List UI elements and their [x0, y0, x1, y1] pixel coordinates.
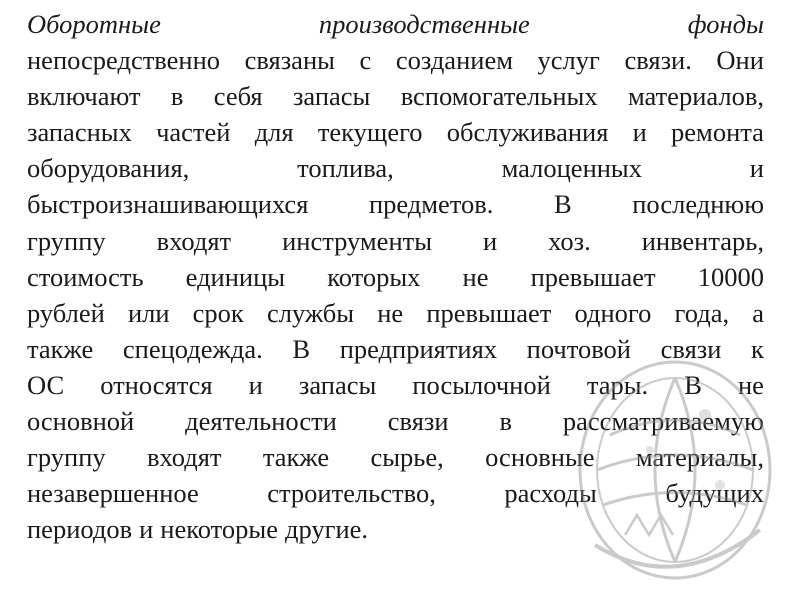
text-word: к — [751, 333, 764, 364]
text-word: службы — [266, 297, 355, 328]
text-word: будущих — [665, 478, 764, 509]
text-word: года, — [674, 297, 730, 328]
text-word: запасы — [298, 369, 377, 400]
text-word: связи. — [624, 45, 692, 76]
text-line — [27, 475, 764, 511]
text-word: топлива, — [297, 153, 394, 184]
text-word: рублей — [27, 297, 105, 328]
text-word: не — [377, 297, 404, 328]
text-word: а — [752, 297, 764, 328]
text-word: превышает — [426, 297, 552, 328]
text-word: непосредственно — [27, 45, 221, 76]
text-word: текущего — [317, 117, 423, 148]
body-paragraph — [27, 6, 764, 547]
text-word: услуг — [537, 45, 600, 76]
text-line — [27, 42, 764, 78]
text-line — [27, 6, 764, 42]
text-word: обслуживания — [446, 117, 609, 148]
text-line — [27, 78, 764, 114]
text-word: частей — [156, 117, 231, 148]
text-line — [27, 511, 764, 547]
text-word: оборудования, — [27, 153, 190, 184]
text-word: стоимость — [27, 261, 144, 292]
text-word: расходы — [504, 478, 597, 509]
text-word: входят — [147, 442, 222, 473]
text-word: ремонта — [671, 117, 764, 148]
text-word: группу — [27, 225, 106, 256]
text-word: сырье, — [370, 442, 444, 473]
text-word: основной — [27, 406, 135, 437]
text-word: посылочной — [412, 369, 551, 400]
text-word: последнюю — [632, 189, 764, 220]
text-word: себя — [213, 81, 263, 112]
text-word: Оборотные — [27, 9, 161, 39]
text-word: созданием — [395, 45, 513, 76]
text-word: почтовой — [526, 333, 631, 364]
text-line — [27, 367, 764, 403]
text-line — [27, 150, 764, 186]
text-line — [27, 439, 764, 475]
text-word: которых — [327, 261, 421, 292]
text-word: и — [749, 153, 764, 184]
text-word: производственные — [318, 9, 530, 39]
text-word: незавершенное — [27, 478, 199, 509]
text-word: и — [482, 225, 498, 256]
text-word: превышает — [530, 261, 656, 292]
text-word: Они — [716, 45, 764, 76]
text-word: включают — [27, 81, 141, 112]
text-word: не — [462, 261, 489, 292]
text-word: для — [254, 117, 294, 148]
text-word: не — [738, 369, 764, 400]
text-line — [27, 295, 764, 331]
text-line — [27, 403, 764, 439]
text-word: запасы — [292, 81, 371, 112]
text-word: фонды — [687, 9, 764, 39]
text-word: В — [292, 333, 311, 364]
text-word: предметов. — [368, 189, 494, 220]
text-word: и — [248, 369, 263, 400]
text-word: и — [632, 117, 647, 148]
text-word: некоторые — [160, 514, 278, 545]
text-word: единицы — [185, 261, 286, 292]
text-word: материалов, — [627, 81, 764, 112]
text-word: или — [127, 297, 170, 328]
text-word: с — [359, 45, 372, 76]
text-word: связи — [660, 333, 722, 364]
text-word: также — [27, 333, 94, 364]
text-word: и — [139, 514, 154, 545]
text-word: рассматриваемую — [562, 406, 764, 437]
text-word: спецодежда. — [122, 333, 263, 364]
text-word: периодов — [27, 514, 133, 545]
text-word: материалы, — [635, 442, 764, 473]
text-word: основные — [485, 442, 595, 473]
text-word: запасных — [27, 117, 132, 148]
text-word: связаны — [244, 45, 335, 76]
text-word: В — [554, 189, 572, 220]
text-word: строительство, — [267, 478, 436, 509]
text-word: малоценных — [501, 153, 642, 184]
text-word: относятся — [100, 369, 213, 400]
text-word: хоз. — [548, 225, 591, 256]
text-line — [27, 186, 764, 222]
text-word: одного — [574, 297, 652, 328]
text-word: В — [684, 369, 702, 400]
text-word: быстроизнашивающихся — [27, 189, 309, 220]
text-line — [27, 331, 764, 367]
text-word: в — [499, 406, 512, 437]
text-word: деятельности — [185, 406, 337, 437]
text-line — [27, 259, 764, 295]
text-word: вспомогательных — [400, 81, 598, 112]
text-word: предприятиях — [339, 333, 498, 364]
text-word: ОС — [27, 369, 65, 400]
text-word: связи — [387, 406, 449, 437]
text-word: срок — [192, 297, 244, 328]
text-word: в — [170, 81, 184, 112]
text-word: инвентарь, — [641, 225, 764, 256]
text-word: 10000 — [697, 261, 764, 292]
text-line — [27, 223, 764, 259]
text-word: инструменты — [282, 225, 433, 256]
text-word: также — [262, 442, 330, 473]
text-word: входят — [156, 225, 232, 256]
text-line — [27, 114, 764, 150]
text-word: другие. — [284, 514, 369, 545]
text-word: тары. — [586, 369, 649, 400]
text-word: группу — [27, 442, 106, 473]
